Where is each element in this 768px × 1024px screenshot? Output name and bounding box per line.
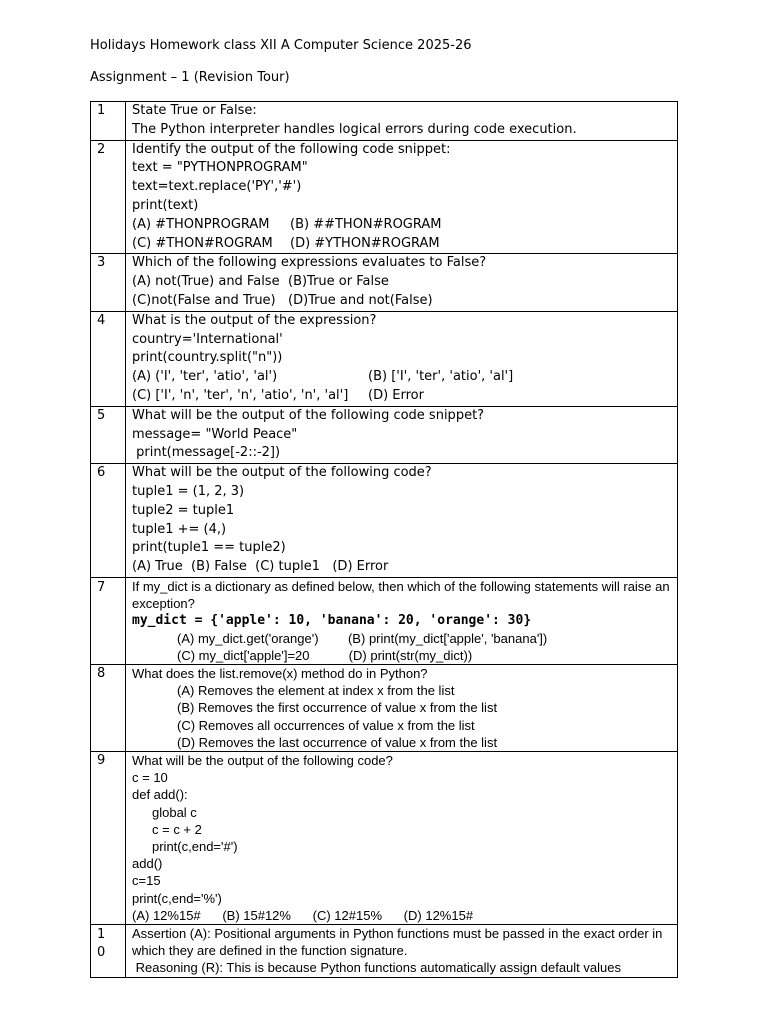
option-a: (A) not(True) and False bbox=[132, 274, 280, 290]
option-a: (A) ('I', 'ter', 'atio', 'al') bbox=[132, 369, 278, 385]
question-text: What will be the output of the following code? bbox=[132, 752, 393, 768]
question-number: 4 bbox=[91, 311, 126, 406]
option-b: (B) ['I', 'ter', 'atio', 'al'] bbox=[368, 369, 514, 385]
question-row-2 bbox=[91, 140, 678, 254]
question-row-7 bbox=[91, 577, 678, 664]
question-body bbox=[126, 924, 678, 977]
question-row-3 bbox=[91, 254, 678, 311]
code-line: print(country.split("n")) bbox=[132, 350, 283, 366]
question-row-9 bbox=[91, 751, 678, 924]
code-line: c = 10 bbox=[132, 770, 168, 786]
option-b: print(my_dict['apple', 'banana']) bbox=[368, 630, 548, 646]
question-number bbox=[91, 924, 126, 977]
question-number: 5 bbox=[91, 406, 126, 463]
code-line: tuple1 += (4,) bbox=[132, 521, 227, 537]
code-line: tuple2 = tuple1 bbox=[132, 502, 235, 518]
option-b: (B) ##THON#ROGRAM bbox=[290, 216, 442, 232]
question-number: 2 bbox=[91, 140, 126, 254]
option-d: print(str(my_dict)) bbox=[370, 647, 473, 663]
question-text: What is the output of the expression? bbox=[132, 312, 377, 328]
question-row-1 bbox=[91, 102, 678, 141]
code-line: global c bbox=[152, 804, 197, 820]
option-d: (D) Error bbox=[368, 387, 424, 403]
question-text: State True or False: bbox=[132, 103, 257, 118]
option-c: (C) #THON#ROGRAM bbox=[132, 235, 273, 251]
assertion-text: Assertion (A): Positional arguments in Python functions must be passed in the exact order in which they are defined in the function signature. bbox=[132, 925, 663, 959]
option-line bbox=[132, 368, 677, 387]
question-number-digit: 1 bbox=[97, 926, 106, 942]
option-b: (B)True or False bbox=[288, 274, 389, 290]
option-d: (D) #YTHON#ROGRAM bbox=[290, 235, 440, 251]
code-line: text = "PYTHONPROGRAM" bbox=[132, 160, 308, 176]
code-line: c=15 bbox=[132, 873, 161, 889]
option-c: (C)not(False and True) bbox=[132, 292, 276, 308]
option-c-label: (C) bbox=[177, 647, 196, 663]
question-row-8 bbox=[91, 664, 678, 751]
option-b-label: (B) bbox=[347, 630, 366, 646]
question-body bbox=[126, 751, 678, 924]
question-body bbox=[126, 577, 678, 664]
question-text: What will be the output of the following code snippet? bbox=[132, 407, 485, 423]
option-line bbox=[132, 216, 677, 235]
code-line: tuple1 = (1, 2, 3) bbox=[132, 483, 245, 499]
option-line bbox=[132, 292, 677, 311]
question-number-digit: 0 bbox=[97, 944, 106, 960]
code-line: c = c + 2 bbox=[152, 821, 202, 837]
question-row-5 bbox=[91, 406, 678, 463]
code-line: print(c,end='%') bbox=[132, 890, 222, 906]
question-number: 8 bbox=[91, 664, 126, 751]
option-d: (D) Removes the last occurrence of value x from the list bbox=[177, 734, 498, 750]
option-line bbox=[132, 387, 677, 406]
question-body bbox=[126, 311, 678, 406]
code-line: message= "World Peace" bbox=[132, 426, 298, 442]
question-row-4 bbox=[91, 311, 678, 406]
question-number: 9 bbox=[91, 751, 126, 924]
option-a-label: (A) bbox=[177, 630, 195, 646]
option-line bbox=[132, 630, 677, 647]
option-c: my_dict['apple']=20 bbox=[198, 647, 310, 663]
code-line: print(c,end='#') bbox=[152, 838, 238, 854]
code-line: country='International' bbox=[132, 331, 283, 347]
code-line: add() bbox=[132, 856, 163, 872]
question-text: What does the list.remove(x) method do in Python? bbox=[132, 665, 428, 681]
assignment-title: Assignment – 1 (Revision Tour) bbox=[90, 70, 290, 85]
option-c: (C) Removes all occurrences of value x from the list bbox=[177, 717, 475, 733]
option-c: (C) ['I', 'n', 'ter', 'n', 'atio', 'n', 'al'] bbox=[132, 387, 349, 403]
question-number: 3 bbox=[91, 254, 126, 311]
code-line: print(text) bbox=[132, 197, 199, 213]
question-number: 1 bbox=[91, 102, 126, 141]
question-text: The Python interpreter handles logical errors during code execution. bbox=[132, 121, 577, 137]
code-line: print(message[-2::-2]) bbox=[132, 445, 281, 461]
code-line: print(tuple1 == tuple2) bbox=[132, 540, 286, 556]
option-d-label: (D) bbox=[348, 647, 367, 663]
question-text: What will be the output of the following code? bbox=[132, 465, 432, 481]
code-line: def add(): bbox=[132, 787, 188, 803]
question-text: Identify the output of the following code snippet: bbox=[132, 141, 451, 157]
question-body bbox=[126, 254, 678, 311]
question-body bbox=[126, 406, 678, 463]
question-body bbox=[126, 140, 678, 254]
option-line bbox=[132, 647, 677, 664]
option-a: (A) Removes the element at index x from the list bbox=[177, 683, 455, 699]
question-body bbox=[126, 102, 678, 141]
question-number: 6 bbox=[91, 464, 126, 578]
questions-table bbox=[90, 101, 678, 978]
option-line bbox=[132, 273, 677, 292]
options-line: (A) 12%15# (B) 15#12% (C) 12#15% (D) 12%15# bbox=[132, 907, 474, 923]
question-body bbox=[126, 464, 678, 578]
question-text: If my_dict is a dictionary as defined below, then which of the following statements will raise an exception? bbox=[132, 578, 670, 612]
code-line: my_dict = {'apple': 10, 'banana': 20, 'orange': 30} bbox=[132, 613, 532, 629]
question-row-6 bbox=[91, 464, 678, 578]
reasoning-text: Reasoning (R): This is because Python functions automatically assign default values bbox=[132, 960, 621, 976]
code-line: text=text.replace('PY','#') bbox=[132, 179, 302, 195]
option-a: (A) #THONPROGRAM bbox=[132, 216, 270, 232]
option-line bbox=[132, 235, 677, 254]
question-text: Which of the following expressions evaluates to False? bbox=[132, 255, 487, 271]
question-body bbox=[126, 664, 678, 751]
question-row-10 bbox=[91, 924, 678, 977]
document-title: Holidays Homework class XII A Computer Science 2025-26 bbox=[90, 38, 472, 53]
option-a: my_dict.get('orange') bbox=[197, 630, 319, 646]
option-d: (D)True and not(False) bbox=[288, 292, 433, 308]
options-line: (A) True (B) False (C) tuple1 (D) Error bbox=[132, 559, 389, 575]
question-number: 7 bbox=[91, 577, 126, 664]
option-b: (B) Removes the first occurrence of value x from the list bbox=[177, 700, 498, 716]
